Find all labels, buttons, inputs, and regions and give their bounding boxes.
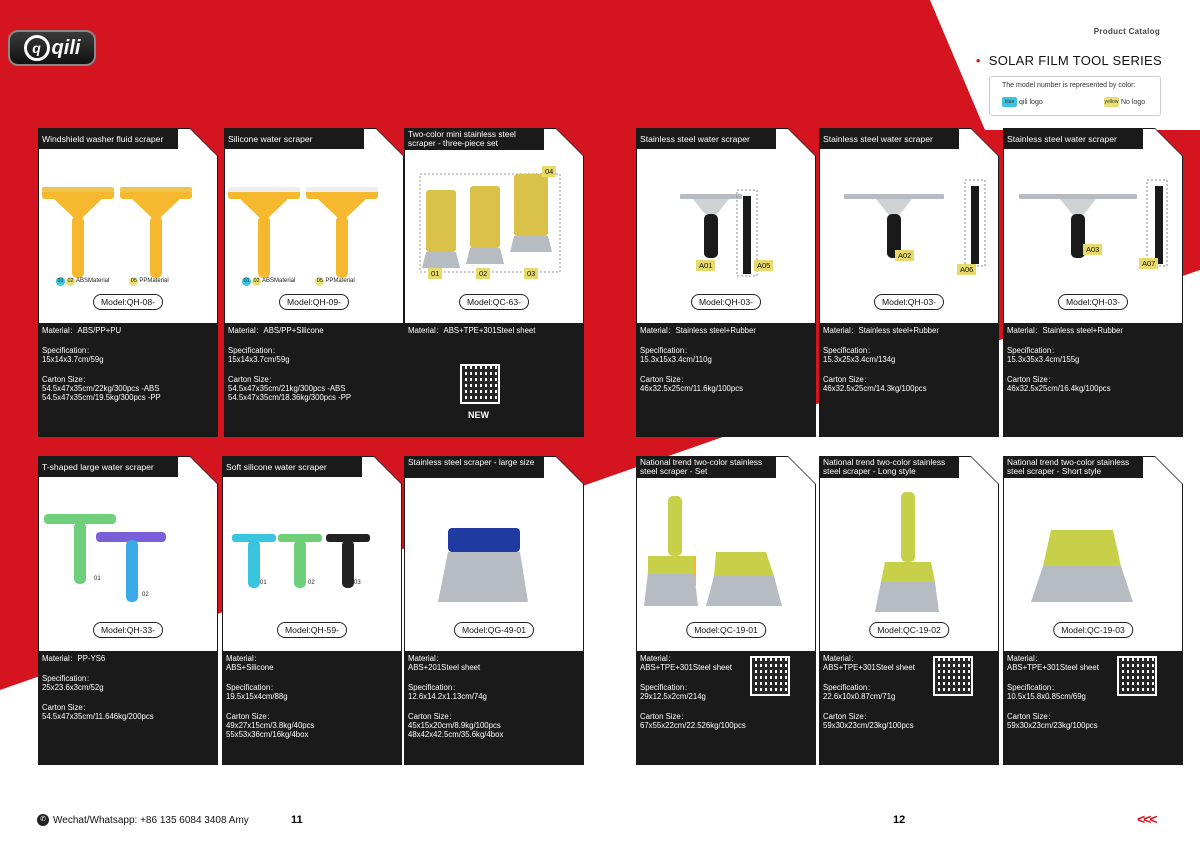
carton-size [640,712,746,730]
spec-block [1007,654,1099,741]
variant-tag: 02 [476,268,490,279]
material-value: ABS+TPE+301Steel sheet [1007,663,1099,672]
material-tag: ABSMaterial [262,278,296,284]
phone-icon: ✆ [37,814,49,826]
carton-label: Carton Size： [42,703,91,712]
material-tag: PPMaterial [139,278,169,284]
card-title: Soft silicone water scraper [222,456,362,477]
bullet-icon: • [975,53,981,68]
page-number-left: 11 [291,814,303,826]
spec-block [42,326,161,413]
legend-text: The model number is represented by color: [1002,82,1136,89]
model-number: Model:QC-19-01 [686,622,766,638]
product-card [404,456,584,765]
material-text [823,326,939,335]
carton-label: Carton Size： [640,375,689,384]
card-title: Silicone water scraper [224,128,364,149]
spec-block [640,654,746,741]
legend-blue-swatch: blue [1002,97,1017,107]
material-value: ABS+201Steel sheet [408,663,481,672]
model-number: Model:QH-08- [93,294,163,310]
carton-value: 59x30x23cm/23kg/100pcs [823,721,914,730]
carton-label: Carton Size： [228,375,277,384]
spec-value: 22.6x10x0.87cm/71g [823,692,896,701]
variant-tag: A06 [957,264,976,275]
color-legend [989,76,1161,116]
carton-value: 67x55x22cm/22.526kg/100pcs [640,721,746,730]
variant-number: 02 [253,278,260,284]
material-text [640,326,756,335]
specification [226,683,314,701]
spec-block [228,326,351,413]
carton-label: Carton Size： [1007,375,1056,384]
specification [1007,346,1123,364]
product-card [38,128,218,437]
specification [408,683,503,701]
catalog-label: Product Catalog [1093,27,1160,36]
page-number-right: 12 [893,814,906,826]
spec-block [408,326,535,346]
variant-tag: 03 [354,580,361,586]
carton-size [42,703,154,721]
product-card [819,456,999,765]
carton-value: 55x53x36cm/16kg/4box [226,730,309,739]
variant-tag: A03 [1083,244,1102,255]
spec-label: Specification： [1007,346,1060,355]
material-tag: PPMaterial [325,278,355,284]
material-value: Material：ABS+TPE+301Steel sheet [408,326,536,335]
carton-value: 46x32.5x25cm/16.4kg/100pcs [1007,384,1111,393]
qr-code[interactable] [1117,656,1157,696]
spec-block [42,654,154,732]
card-title: Windshield washer fluid scraper [38,128,178,149]
carton-value: 54.5x47x35cm/19.5kg/300pcs -PP [42,393,161,402]
spec-label: Specification： [640,346,693,355]
carton-label: Carton Size： [42,375,91,384]
qr-pattern [462,366,498,402]
variant-number: 01 [243,278,250,284]
spec-block [823,654,915,741]
spec-value: 12.6x14.2x1.13cm/74g [408,692,487,701]
footer-contact [37,814,249,826]
qr-code[interactable] [933,656,973,696]
spec-label: Specification： [228,346,281,355]
carton-value: 54.5x47x35cm/21kg/300pcs -ABS [228,384,346,393]
card-title: Stainless steel water scraper [1003,128,1143,149]
carton-size [226,712,314,739]
spec-value: 15x14x3.7cm/59g [228,355,290,364]
specification [1007,683,1099,701]
model-number: Model:QH-33- [93,622,163,638]
material-text [1007,326,1123,335]
variant-tags [56,277,169,286]
spec-label: Specification： [226,683,279,692]
specification [228,346,351,364]
variant-tag: A05 [754,260,773,271]
carton-label: Carton Size： [823,375,872,384]
legend-yellow-label: No logo [1121,99,1146,106]
carton-size [1007,375,1123,393]
spec-value: 15.3x15x3.4cm/110g [640,355,712,364]
model-number: Model:QC-19-03 [1053,622,1133,638]
spec-label: Specification： [823,683,876,692]
spec-value: 15.3x35x3.4cm/155g [1007,355,1080,364]
variant-tags [242,277,355,286]
carton-value: 46x32.5x25cm/14.3kg/100pcs [823,384,927,393]
product-card [224,128,404,437]
product-image [438,528,528,602]
material-value: Material：Stainless steel+Rubber [640,326,756,335]
material-label: Material： [1007,654,1043,663]
chevrons-icon: <<< [1137,811,1156,827]
product-card [636,456,816,765]
contact-text: Wechat/Whatsapp: +86 135 6084 3408 Amy [53,814,249,826]
carton-value: 45x15x20cm/8.9kg/100pcs [408,721,501,730]
page-title: CAR WRAP TINT TOOLS SERIES [100,29,571,66]
spec-block [1007,326,1123,404]
carton-value: 54.5x47x35cm/11.646kg/200pcs [42,712,154,721]
specification [823,346,939,364]
carton-value: 48x42x42.5cm/35.6kg/4box [408,730,504,739]
carton-size [1007,712,1099,730]
material-text [640,654,746,672]
spec-label: Specification： [823,346,876,355]
card-title: Stainless steel water scraper [636,128,776,149]
variant-tag: 02 [142,592,149,598]
material-text [1007,654,1099,672]
carton-value: 59x30x23cm/23kg/100pcs [1007,721,1098,730]
material-tag: ABSMaterial [76,278,110,284]
product-card [1003,128,1183,437]
spec-label: Specification： [640,683,693,692]
spec-value: 25x23.6x3cm/52g [42,683,104,692]
model-number: Model:QH-03- [1058,294,1128,310]
variant-number: 01 [57,278,64,284]
specification [823,683,915,701]
variant-number: 02 [67,278,74,284]
spec-label: Specification： [408,683,461,692]
material-value: ABS+TPE+301Steel sheet [640,663,732,672]
material-label: Material： [226,654,262,663]
legend-blue-label: qili logo [1019,99,1043,106]
material-label: Material： [640,654,676,663]
carton-value: 54.5x47x35cm/18.36kg/300pcs -PP [228,393,352,402]
series-title [976,53,1162,68]
carton-value: 49x27x15cm/3.8kg/40pcs [226,721,315,730]
model-number: Model:QC-19-02 [869,622,949,638]
specification [640,346,756,364]
card-title: National trend two-color stainless steel scraper - Long style [819,456,959,478]
carton-label: Carton Size： [823,712,872,721]
variant-tag: 01 [94,576,101,582]
qili-logo: q qili [8,30,96,66]
material-value: Material：Stainless steel+Rubber [1007,326,1123,335]
carton-size [42,375,161,402]
variant-number: 05 [316,278,323,284]
variant-tag: 02 [308,580,315,586]
card-title: Stainless steel water scraper [819,128,959,149]
qr-code[interactable] [750,656,790,696]
material-text [42,326,161,335]
material-value: Material：PP-YS6 [42,654,106,663]
spec-value: 10.5x15.8x0.85cm/69g [1007,692,1086,701]
product-card [819,128,999,437]
specification [640,683,746,701]
legend-yellow-swatch: yellow [1104,99,1119,105]
spec-label: Specification： [1007,683,1060,692]
model-number: Model:QH-09- [279,294,349,310]
carton-label: Carton Size： [1007,712,1056,721]
card-title: Stainless steel scraper - large size [404,456,544,478]
spec-block [408,654,503,750]
material-text [823,654,915,672]
material-text [408,654,503,672]
carton-size [228,375,351,402]
logo-text: qili [51,36,81,59]
spec-value: 15x14x3.7cm/59g [42,355,104,364]
variant-tag: A07 [1139,258,1158,269]
model-number: Model:QH-59- [277,622,347,638]
variant-tag: A01 [696,260,715,271]
card-title: National trend two-color stainless steel scraper - Short style [1003,456,1143,478]
model-number: Model:QG-49-01 [454,622,534,638]
material-text [226,654,314,672]
specification [42,674,154,692]
qr-pattern [1119,658,1155,694]
carton-size [640,375,756,393]
material-value: ABS+TPE+301Steel sheet [823,663,915,672]
spec-value: 15.3x25x3.4cm/134g [823,355,896,364]
variant-tag: 04 [542,166,556,177]
carton-value: 46x32.5x25cm/11.6kg/100pcs [640,384,744,393]
carton-label: Carton Size： [226,712,275,721]
model-number: Model:QC-63- [459,294,529,310]
material-value: Material：ABS/PP+Silicone [228,326,324,335]
product-card [636,128,816,437]
series-text: SOLAR FILM TOOL SERIES [988,53,1162,68]
variant-tag: 01 [260,580,267,586]
variant-tag: A02 [895,250,914,261]
card-title: National trend two-color stainless steel scraper - Set [636,456,776,478]
material-text [228,326,351,335]
carton-label: Carton Size： [408,712,457,721]
card-title: T-shaped large water scraper [38,456,178,477]
material-value: ABS+Silicone [226,663,274,672]
spec-value: 29x12.5x2cm/214g [640,692,706,701]
spec-block [226,654,314,750]
model-number: Model:QH-03- [691,294,761,310]
carton-label: Carton Size： [640,712,689,721]
material-label: Material： [823,654,859,663]
variant-tag: 01 [428,268,442,279]
qr-pattern [752,658,788,694]
new-badge: NEW [468,410,489,420]
product-card [38,456,218,765]
material-label: Material： [408,654,444,663]
card-title: Two-color mini stainless steel scraper - three-piece set [404,128,544,150]
specification [42,346,161,364]
carton-size [823,375,939,393]
qr-pattern [935,658,971,694]
material-text [42,654,154,663]
spec-value: 19.5x15x4cm/88g [226,692,288,701]
qr-code[interactable] [460,364,500,404]
carton-size [823,712,915,730]
material-value: Material：Stainless steel+Rubber [823,326,939,335]
carton-value: 54.5x47x35cm/22kg/300pcs -ABS [42,384,160,393]
variant-number: 05 [130,278,137,284]
model-number: Model:QH-03- [874,294,944,310]
spec-block [640,326,756,404]
carton-size [408,712,503,739]
spec-label: Specification： [42,674,95,683]
product-card [1003,456,1183,765]
product-card [404,128,584,437]
material-value: Material：ABS/PP+PU [42,326,122,335]
variant-tag: 03 [524,268,538,279]
product-card [222,456,402,765]
spec-label: Specification： [42,346,95,355]
spec-block [823,326,939,404]
product-image [232,534,370,588]
material-text [408,326,535,335]
